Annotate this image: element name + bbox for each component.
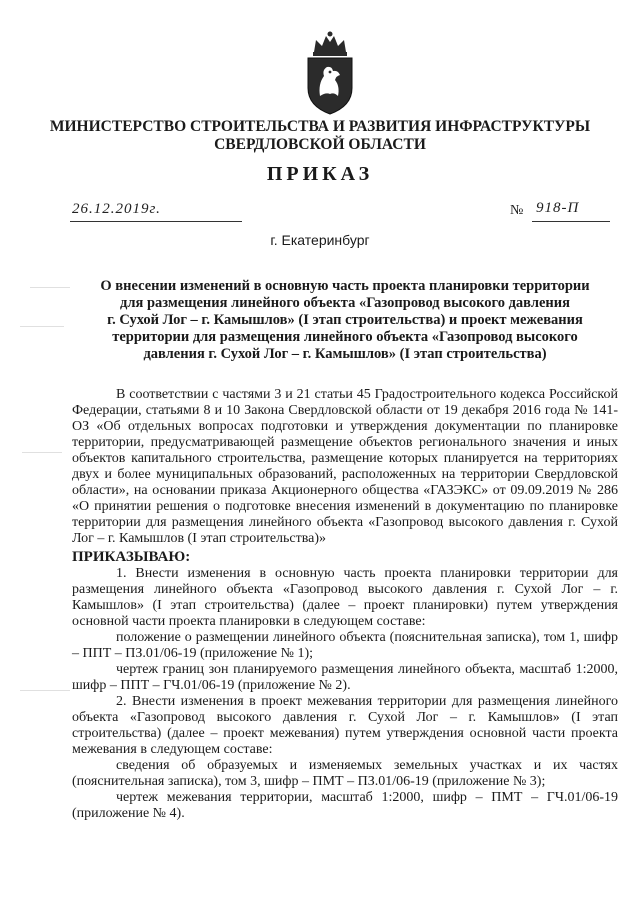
scan-artifact <box>30 287 70 288</box>
item-1-paragraph: 1. Внести изменения в основную часть проекта планировки территории для размещения линейного объекта «Газопровод высокого давления г. Сухой Лог – г. Камышлов» (I этап строительства) (далее – проект планировки) путем утверждения основной части проекта планировки в следующем составе: <box>72 566 618 629</box>
item-2-subitem-a: сведения об образуемых и изменяемых земельных участках и их частях (пояснительная записка), том 3, шифр – ПМТ – ПЗ.01/06-19 (приложение № 3); <box>72 758 618 789</box>
number-sign: № <box>510 203 524 218</box>
subject-line: давления г. Сухой Лог – г. Камышлов» (I этап строительства) <box>143 346 547 362</box>
coat-of-arms-emblem <box>300 30 360 116</box>
handwritten-number: 918-П <box>536 200 580 216</box>
ministry-name-line1: МИНИСТЕРСТВО СТРОИТЕЛЬСТВА И РАЗВИТИЯ ИНФРАСТРУКТУРЫ <box>49 118 591 135</box>
city-name: г. Екатеринбург <box>270 232 370 248</box>
subject-line: территории для размещения линейного объекта «Газопровод высокого <box>112 329 578 345</box>
ministry-name-line2: СВЕРДЛОВСКОЙ ОБЛАСТИ <box>214 136 426 153</box>
number-underline <box>532 200 610 222</box>
order-body <box>72 387 618 822</box>
item-2-paragraph: 2. Внести изменения в проект межевания территории для размещения линейного объекта «Газопровод высокого давления г. Сухой Лог – г. Камышлов» (I этап строительства) (далее – проект межевания) путем утверждения основной части проекта межевания в следующем составе: <box>72 694 618 757</box>
subject-line: г. Сухой Лог – г. Камышлов» (I этап строительства) и проект межевания <box>107 312 583 328</box>
item-1-subitem-a: положение о размещении линейного объекта (пояснительная записка), том 1, шифр – ППТ – ПЗ.01/06-19 (приложение № 1); <box>72 630 618 661</box>
preamble-paragraph: В соответствии с частями 3 и 21 статьи 45 Градостроительного кодекса Российской Федерации, статьями 8 и 10 Закона Свердловской области от 19 декабря 2016 года № 141-ОЗ «Об отдельных вопросах подготовки и утверждения документации по планировке территории, предусматривающей размещение объектов регионального значения и иных объектов капитального строительства, размещение которых планируется на территориях двух и более муниципальных образований, расположенных на территории Свердловской области», на основании приказа Акционерного общества «ГАЗЭКС» от 09.09.2019 № 286 «О принятии решения о подготовке внесения изменений в документацию по планировке территории для размещения линейного объекта «Газопровод высокого давления г. Сухой Лог – г. Камышлов (I этап строительства)» <box>72 387 618 546</box>
order-subject <box>72 278 618 363</box>
date-field <box>70 203 242 222</box>
scan-artifact <box>22 452 62 453</box>
scan-artifact <box>20 326 64 327</box>
order-directive-word: ПРИКАЗЫВАЮ: <box>72 549 191 565</box>
subject-line: для размещения линейного объекта «Газопровод высокого давления <box>120 295 570 311</box>
handwritten-date: 26.12.2019г. <box>72 201 161 217</box>
order-number-field <box>510 200 615 221</box>
document-type-title: ПРИКАЗ <box>266 163 374 185</box>
subject-line: О внесении изменений в основную часть проекта планировки территории <box>100 278 590 294</box>
scan-artifact <box>20 690 70 691</box>
item-1-subitem-b: чертеж границ зон планируемого размещения линейного объекта, масштаб 1:2000, шифр – ППТ – ГЧ.01/06-19 (приложение № 2). <box>72 662 618 693</box>
item-2-subitem-b: чертеж межевания территории, масштаб 1:2000, шифр – ПМТ – ГЧ.01/06-19 (приложение № 4). <box>72 790 618 821</box>
